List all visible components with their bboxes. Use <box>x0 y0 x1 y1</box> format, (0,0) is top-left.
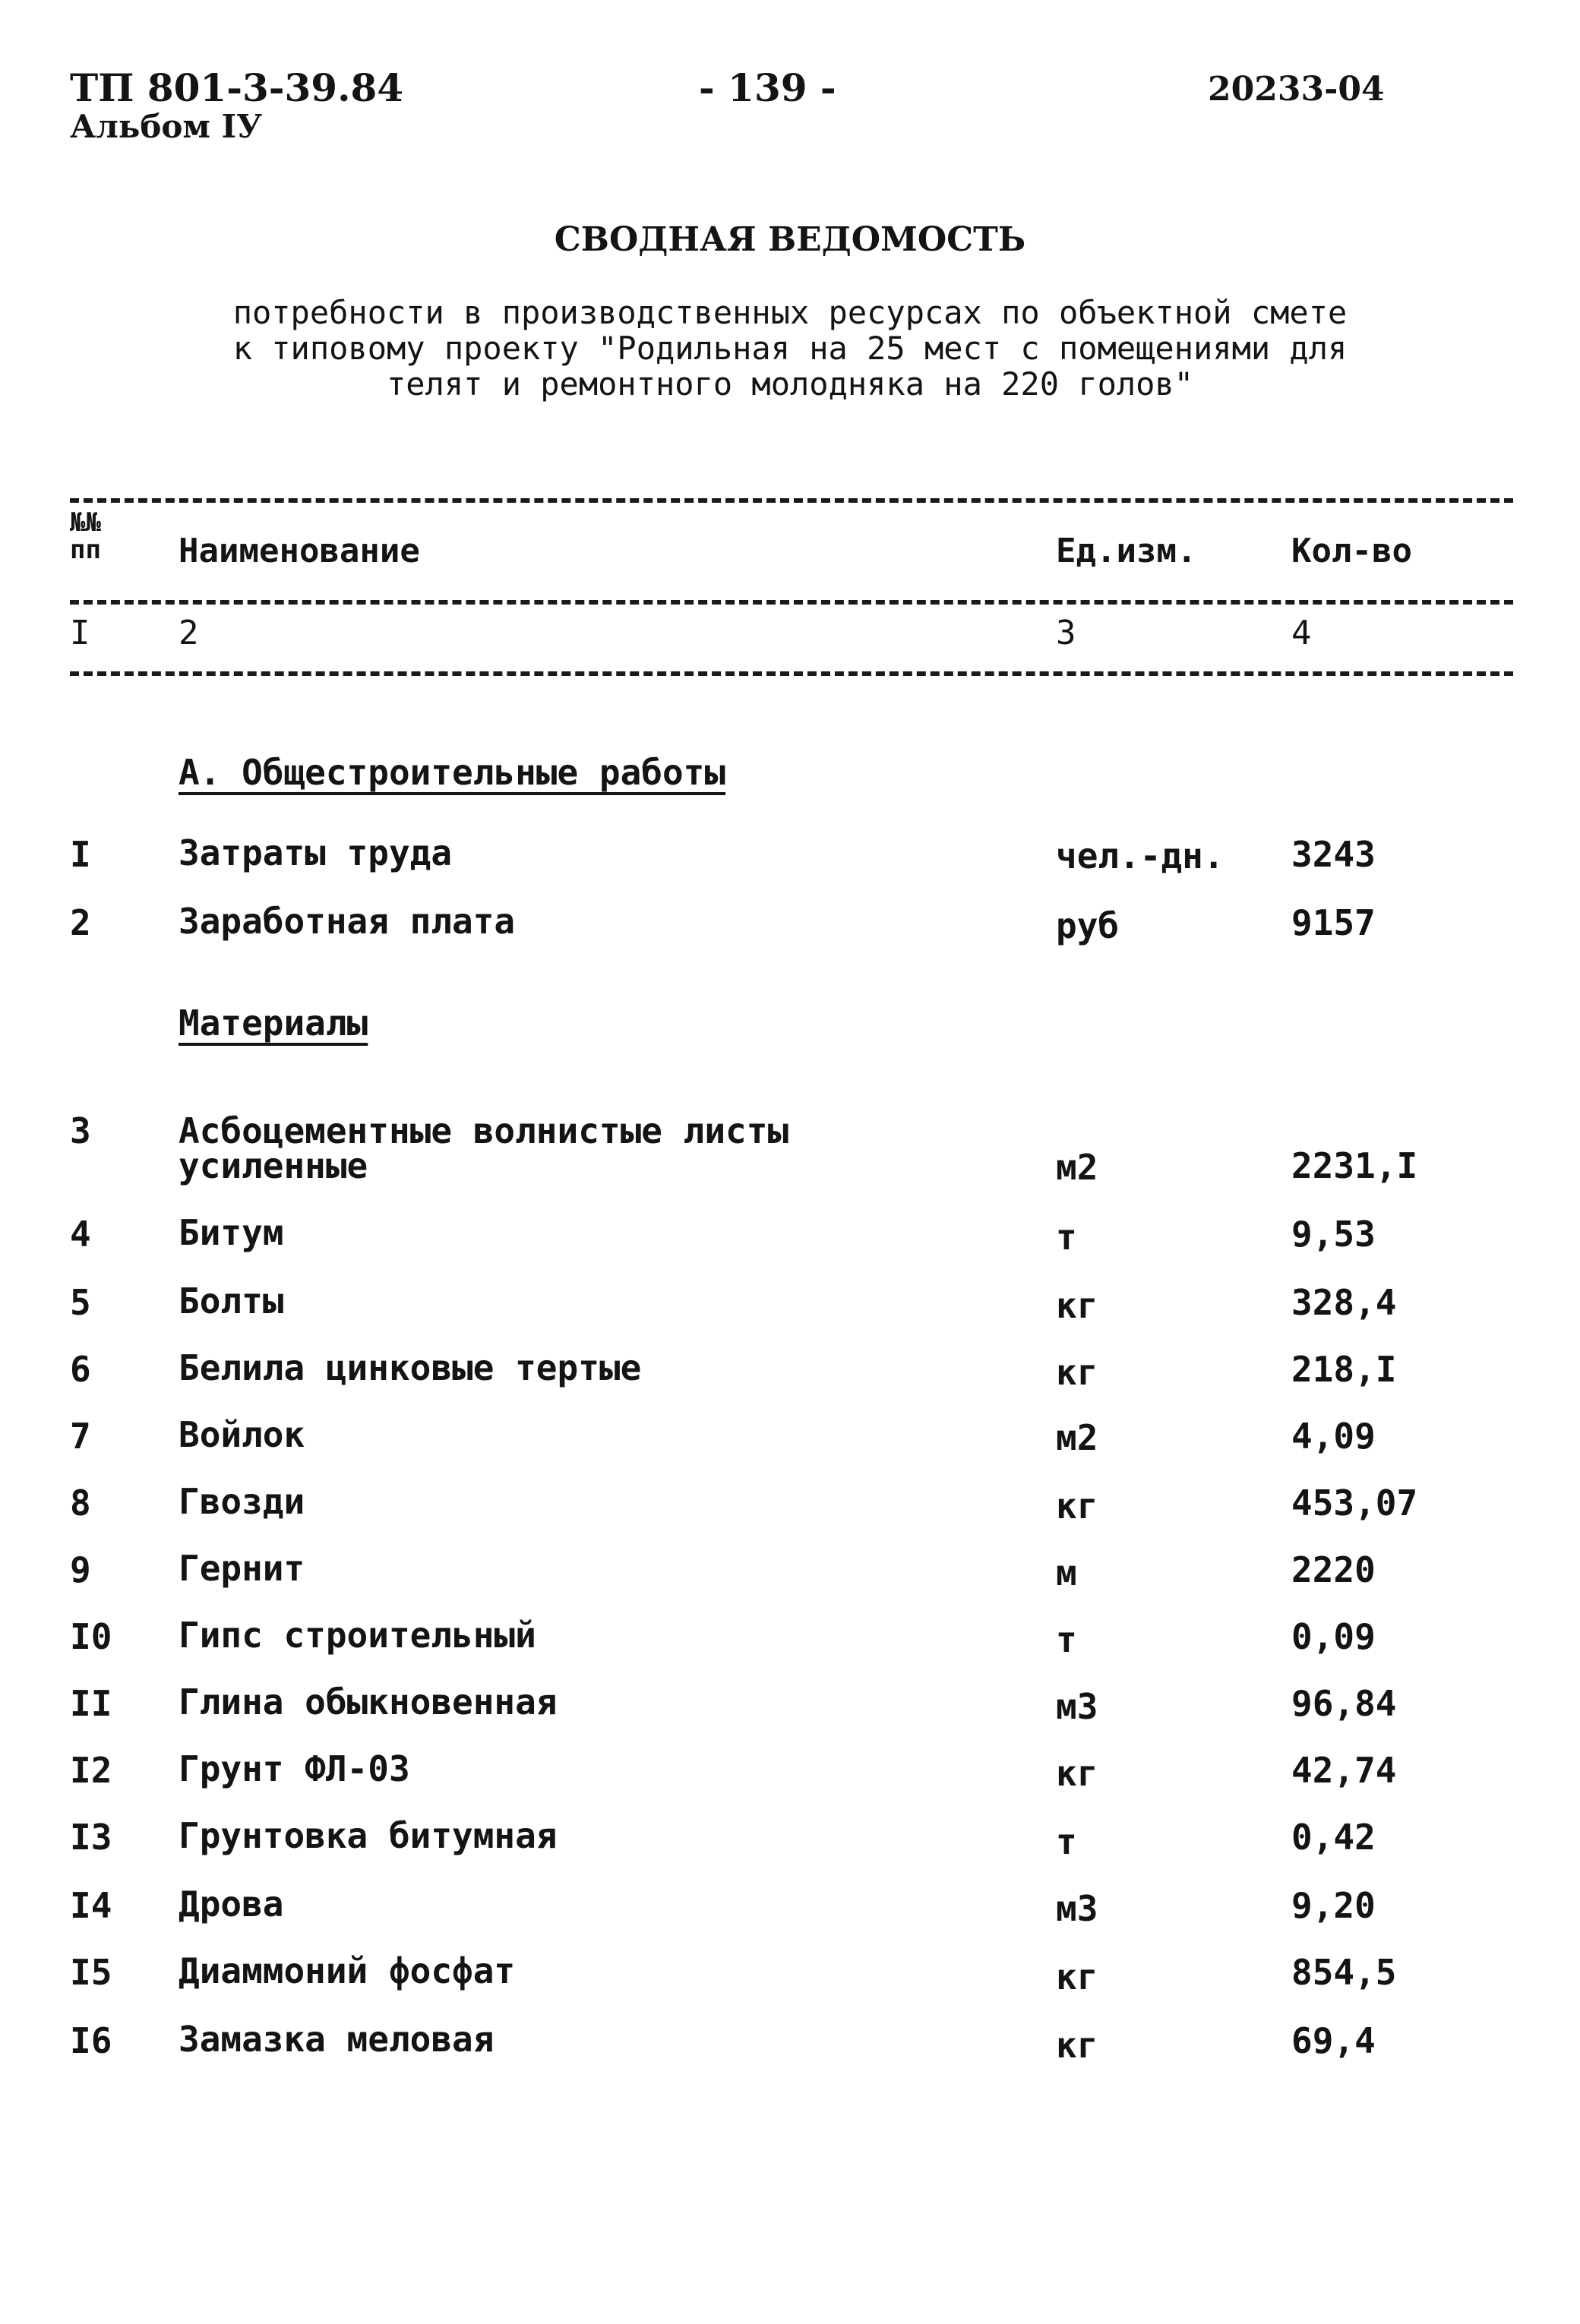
row-name: Диаммоний фосфат <box>179 1950 516 1991</box>
row-qty: 2231,I <box>1291 1145 1418 1186</box>
row-number: I4 <box>70 1885 112 1926</box>
album-label: Альбом IУ <box>70 108 263 145</box>
row-number: 8 <box>70 1482 91 1524</box>
column-header-qty: Кол-во <box>1291 532 1412 570</box>
row-name: Дрова <box>179 1884 284 1925</box>
document-number: 20233-04 <box>1208 70 1385 109</box>
row-qty: 3243 <box>1291 834 1376 875</box>
row-name: Грунтовка битумная <box>179 1815 558 1856</box>
row-qty: 42,74 <box>1291 1750 1397 1791</box>
row-name: Войлок <box>179 1414 305 1455</box>
row-number: 5 <box>70 1282 91 1323</box>
row-qty: 9157 <box>1291 902 1376 943</box>
row-qty: 2220 <box>1291 1549 1376 1590</box>
column-number-3: 3 <box>1056 614 1076 652</box>
row-number: I5 <box>70 1952 112 1993</box>
row-unit: кг <box>1056 1285 1098 1326</box>
column-header-unit: Ед.изм. <box>1056 532 1197 570</box>
row-unit: чел.-дн. <box>1056 835 1224 876</box>
row-number: I3 <box>70 1817 112 1858</box>
row-name: Битум <box>179 1212 284 1253</box>
row-name: Гернит <box>179 1548 305 1589</box>
row-unit: т <box>1056 1217 1077 1258</box>
column-number-2: 2 <box>179 614 199 652</box>
row-unit: кг <box>1056 1352 1098 1393</box>
column-number-1: I <box>70 614 90 652</box>
row-name: Гипс строительный <box>179 1615 536 1656</box>
row-qty: 0,09 <box>1291 1616 1376 1657</box>
row-number: 2 <box>70 902 91 943</box>
row-unit: м2 <box>1056 1417 1098 1458</box>
row-name: Гвозди <box>179 1481 305 1522</box>
row-number: II <box>70 1683 112 1724</box>
page-title: СВОДНАЯ ВЕДОМОСТЬ <box>554 220 1026 259</box>
section-heading-materials: Материалы <box>179 1003 368 1044</box>
row-name: Глина обыкновенная <box>179 1681 558 1722</box>
row-qty: 69,4 <box>1291 2020 1376 2061</box>
row-qty: 218,I <box>1291 1349 1397 1390</box>
row-qty: 854,5 <box>1291 1952 1397 1993</box>
page-subtitle: потребности в производственных ресурсах по объектной смете к типовому проекту "Родильная на 25 мест с помещениями для телят и ремонтного молодняка на 220 голов" <box>232 294 1348 403</box>
row-number: I0 <box>70 1616 112 1657</box>
row-qty: 4,09 <box>1291 1416 1376 1457</box>
row-name: Замазка меловая <box>179 2019 495 2060</box>
table-columns-divider <box>70 671 1513 676</box>
row-number: 3 <box>70 1110 91 1151</box>
table-header-divider <box>70 600 1513 605</box>
row-qty: 453,07 <box>1291 1482 1418 1524</box>
project-code: ТП 801-3-39.84 <box>70 65 404 110</box>
row-name: Заработная плата <box>179 901 516 942</box>
row-unit: кг <box>1056 1753 1098 1794</box>
row-name: Асбоцементные волнистые листы усиленные <box>179 1110 789 1186</box>
row-unit: т <box>1056 1821 1077 1862</box>
row-qty: 328,4 <box>1291 1282 1397 1323</box>
row-qty: 0,42 <box>1291 1817 1376 1858</box>
row-number: 6 <box>70 1349 91 1390</box>
column-header-num: №№ пп <box>70 507 101 565</box>
row-number: I2 <box>70 1750 112 1791</box>
row-name: Грунт ФЛ-03 <box>179 1748 410 1789</box>
section-heading-general: А. Общестроительные работы <box>179 752 726 793</box>
row-name: Белила цинковые тертые <box>179 1347 642 1388</box>
row-unit: кг <box>1056 1486 1098 1527</box>
row-unit: т <box>1056 1619 1077 1660</box>
row-qty: 9,53 <box>1291 1214 1376 1255</box>
column-header-name: Наименование <box>179 532 420 570</box>
row-unit: кг <box>1056 2025 1098 2066</box>
page-number: - 139 - <box>699 65 836 110</box>
row-unit: руб <box>1056 905 1120 946</box>
row-unit: м <box>1056 1552 1077 1593</box>
table-top-divider <box>70 498 1513 503</box>
row-unit: м3 <box>1056 1888 1098 1929</box>
row-number: 7 <box>70 1416 91 1457</box>
row-unit: м3 <box>1056 1686 1098 1727</box>
row-number: 9 <box>70 1549 91 1590</box>
row-unit: м2 <box>1056 1147 1098 1188</box>
row-unit: кг <box>1056 1956 1098 1997</box>
row-qty: 96,84 <box>1291 1683 1397 1724</box>
row-qty: 9,20 <box>1291 1885 1376 1926</box>
row-number: I <box>70 834 91 875</box>
row-name: Затраты труда <box>179 832 453 873</box>
row-number: I6 <box>70 2020 112 2061</box>
row-number: 4 <box>70 1214 91 1255</box>
column-number-4: 4 <box>1291 614 1312 652</box>
row-name: Болты <box>179 1280 284 1321</box>
